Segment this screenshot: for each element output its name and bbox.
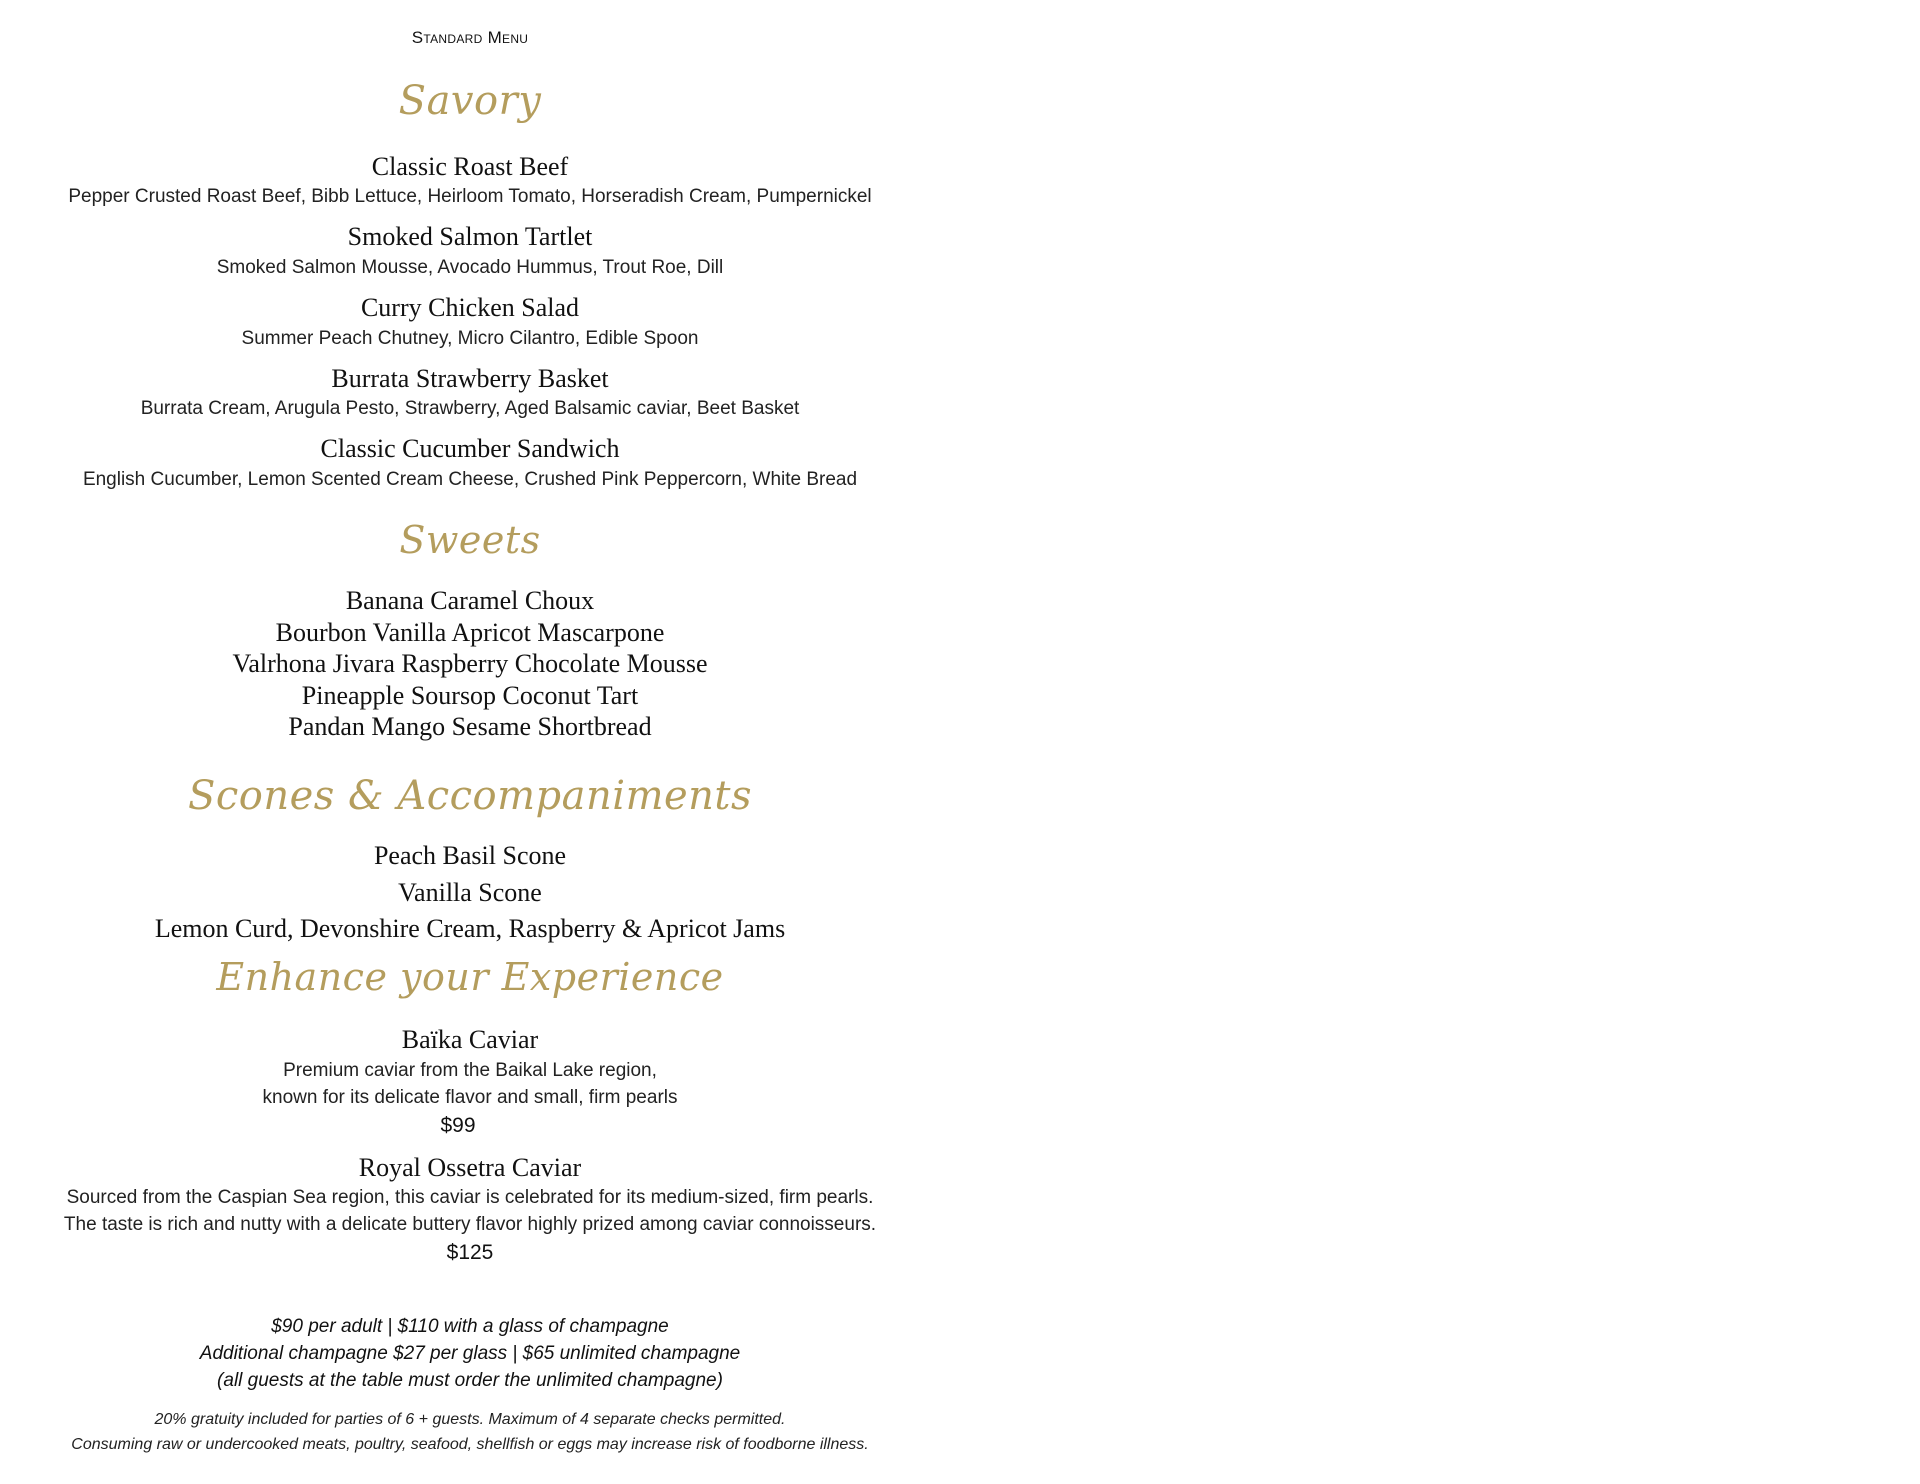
page-title: Standard Menu xyxy=(411,28,529,47)
pricing-line: (all guests at the table must order the unlimited champagne) xyxy=(217,1370,723,1391)
pricing-line: $90 per adult | $110 with a glass of champagne xyxy=(271,1316,669,1337)
item-description: Premium caviar from the Baikal Lake region, xyxy=(283,1060,657,1081)
list-item: Pandan Mango Sesame Shortbread xyxy=(288,712,652,741)
list-item: Lemon Curd, Devonshire Cream, Raspberry & Apricot Jams xyxy=(154,914,786,943)
item-name: Curry Chicken Salad xyxy=(360,293,580,322)
footnote: 20% gratuity included for parties of 6 + guests. Maximum of 4 separate checks permitted. xyxy=(154,1411,786,1428)
list-item: Pineapple Soursop Coconut Tart xyxy=(301,681,639,710)
item-price: $99 xyxy=(440,1114,476,1137)
item-description: The taste is rich and nutty with a delicate buttery flavor highly prized among caviar connoisseurs. xyxy=(63,1214,877,1235)
list-item: Valrhona Jivara Raspberry Chocolate Mousse xyxy=(232,649,708,678)
list-item: Vanilla Scone xyxy=(398,878,542,907)
item-description: Summer Peach Chutney, Micro Cilantro, Edible Spoon xyxy=(241,328,699,349)
item-name: Classic Cucumber Sandwich xyxy=(320,434,620,463)
footnote: Consuming raw or undercooked meats, poultry, seafood, shellfish or eggs may increase risk of foodborne illness. xyxy=(71,1436,869,1453)
item-description: Pepper Crusted Roast Beef, Bibb Lettuce, Heirloom Tomato, Horseradish Cream, Pumpernickel xyxy=(68,186,872,207)
section-heading-sweets: Sweets xyxy=(399,518,541,562)
item-description: Smoked Salmon Mousse, Avocado Hummus, Trout Roe, Dill xyxy=(216,257,724,278)
item-name: Smoked Salmon Tartlet xyxy=(347,222,593,251)
list-item: Peach Basil Scone xyxy=(373,841,567,870)
item-name: Classic Roast Beef xyxy=(371,152,569,181)
item-description: Burrata Cream, Arugula Pesto, Strawberry, Aged Balsamic caviar, Beet Basket xyxy=(140,398,800,419)
section-heading-savory: Savory xyxy=(398,78,542,124)
item-price: $125 xyxy=(446,1241,494,1264)
item-name: Royal Ossetra Caviar xyxy=(358,1153,582,1182)
section-heading-enhance: Enhance your Experience xyxy=(216,955,724,999)
item-description: English Cucumber, Lemon Scented Cream Cheese, Crushed Pink Peppercorn, White Bread xyxy=(82,469,858,490)
item-description: known for its delicate flavor and small, firm pearls xyxy=(262,1087,678,1108)
section-heading-scones: Scones & Accompaniments xyxy=(187,773,753,819)
list-item: Banana Caramel Choux xyxy=(345,586,595,615)
item-name: Baïka Caviar xyxy=(401,1025,539,1054)
list-item: Bourbon Vanilla Apricot Mascarpone xyxy=(275,618,665,647)
pricing-line: Additional champagne $27 per glass | $65 unlimited champagne xyxy=(199,1343,741,1364)
item-description: Sourced from the Caspian Sea region, this caviar is celebrated for its medium-sized, firm pearls. xyxy=(66,1187,874,1208)
item-name: Burrata Strawberry Basket xyxy=(331,364,609,393)
